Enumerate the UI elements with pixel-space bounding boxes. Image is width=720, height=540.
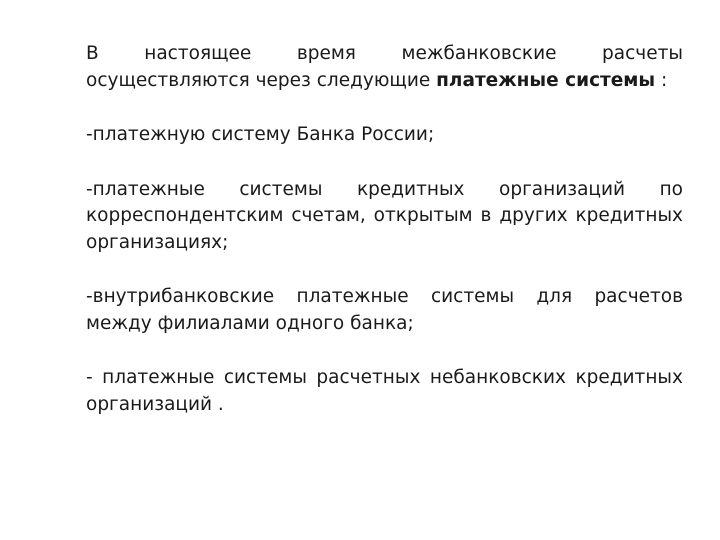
- intro-trailing-colon: :: [655, 69, 668, 91]
- intro-paragraph: [86, 41, 683, 94]
- list-item-credit-organizations: -платежные системы кредитных организаций по корреспондентским счетам, открытым в других кредитных организациях;: [86, 178, 683, 253]
- intro-bold-term: платежные системы: [436, 69, 656, 91]
- slide-body: [86, 41, 683, 418]
- intro-text: В настоящее время межбанковские расчеты осуществляются через следующие: [86, 43, 683, 91]
- list-item-intrabank: -внутрибанковские платежные системы для расчетов между филиалами одного банка;: [86, 286, 683, 334]
- list-item-bank-of-russia: -платежную систему Банка России;: [86, 124, 435, 145]
- list-item-non-bank: - платежные системы расчетных небанковских кредитных организаций .: [86, 367, 683, 415]
